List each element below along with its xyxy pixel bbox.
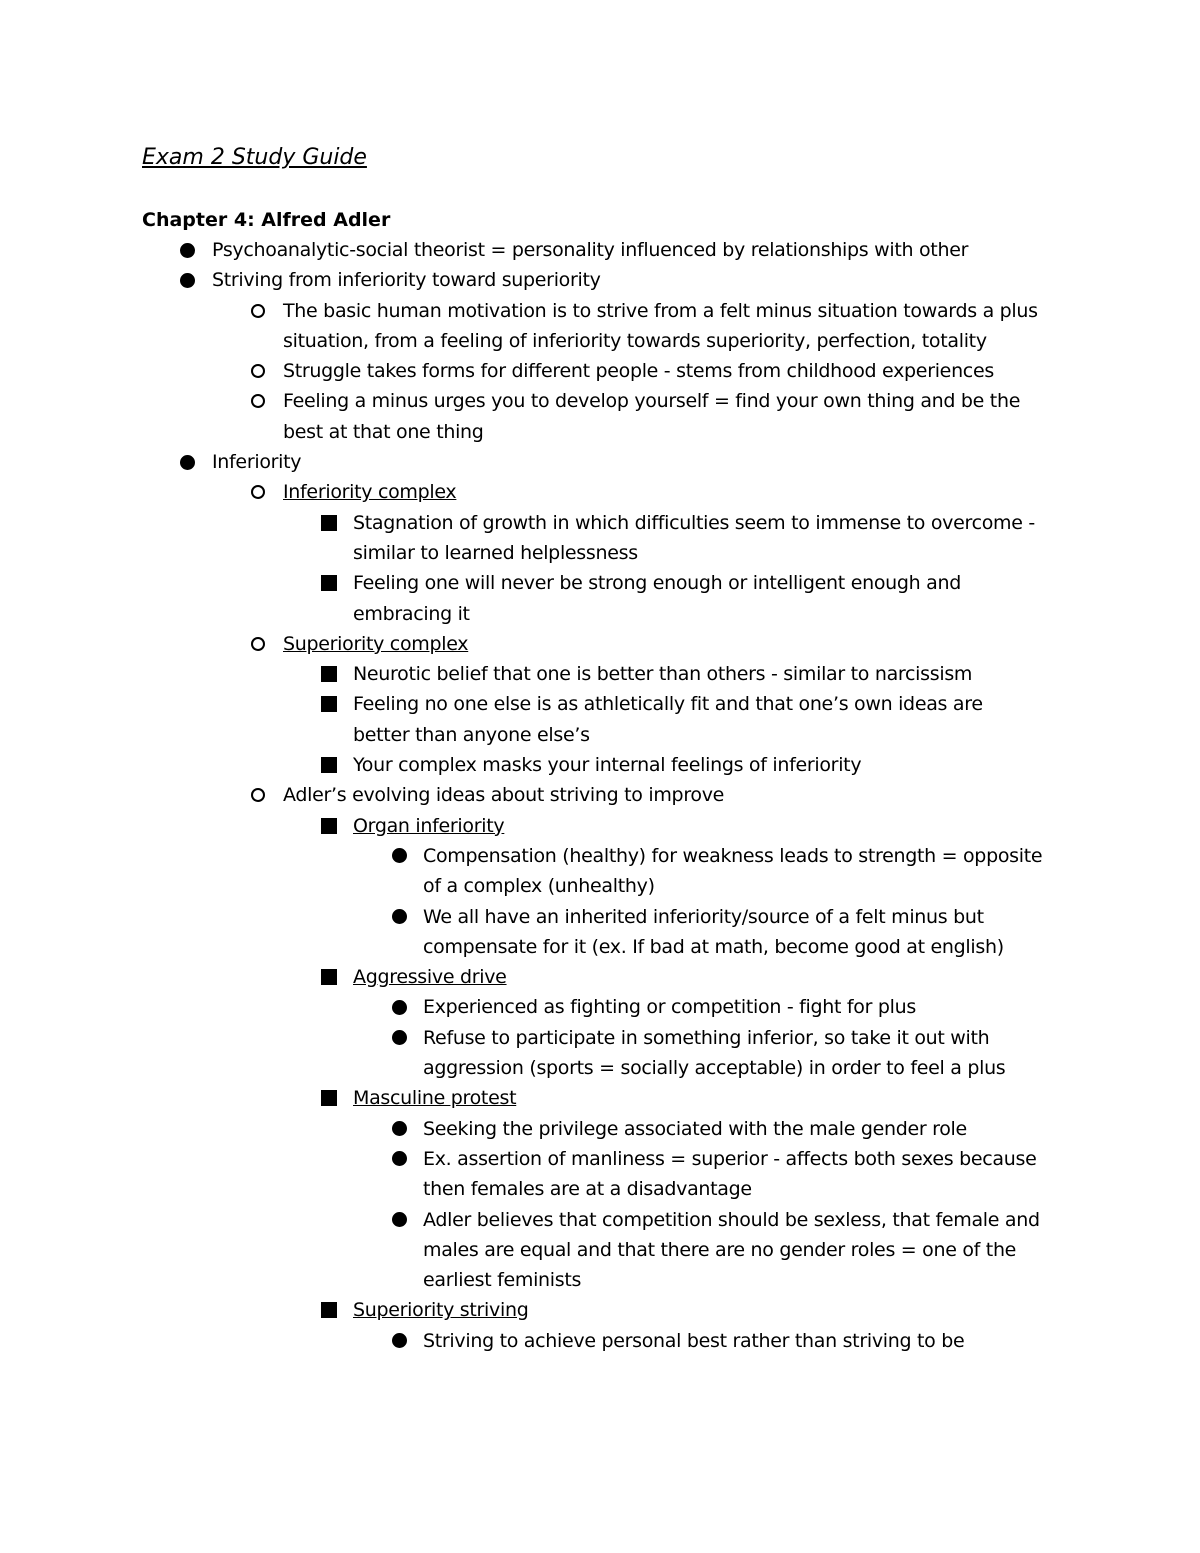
- outline-item: [0, 1205, 1063, 1296]
- chapter-heading: [142, 205, 390, 235]
- square-bullet-icon: [318, 811, 340, 841]
- hollow-bullet-icon: [247, 296, 269, 326]
- filled-bullet-icon: [388, 992, 410, 1022]
- filled-bullet-icon: [176, 265, 198, 295]
- hollow-bullet-icon: [247, 477, 269, 507]
- chapter-name: Alfred Adler: [254, 209, 391, 231]
- filled-bullet-icon: [388, 1114, 410, 1144]
- square-bullet-icon: [318, 1295, 340, 1325]
- outline-item: [0, 296, 1063, 357]
- outline-item: [0, 447, 1052, 477]
- filled-bullet-icon: [388, 1326, 410, 1356]
- outline-item: [0, 629, 1063, 659]
- outline-item-text: Refuse to participate in something inferior, so take it out with aggression (sports = socially acceptable) in order to feel a plus: [423, 1026, 1006, 1080]
- outline-list: [0, 235, 1200, 1356]
- outline-item: [0, 992, 1063, 1022]
- outline-item: [0, 902, 1063, 963]
- outline-item-text: Striving from inferiority toward superiority: [212, 269, 601, 292]
- outline-item: [0, 659, 1043, 689]
- outline-item-text: Inferiority: [212, 451, 302, 474]
- square-bullet-icon: [318, 508, 340, 538]
- outline-item: [0, 477, 1063, 507]
- outline-item: [0, 750, 1043, 780]
- square-bullet-icon: [318, 659, 340, 689]
- outline-item: [0, 265, 1052, 295]
- outline-item: [0, 1326, 1063, 1356]
- square-bullet-icon: [318, 962, 340, 992]
- outline-item-text: Feeling one will never be strong enough or intelligent enough and embracing it: [353, 572, 961, 625]
- filled-bullet-icon: [388, 1023, 410, 1053]
- outline-item: [0, 1023, 1063, 1084]
- outline-item: [0, 508, 1043, 569]
- outline-item-text: Neurotic belief that one is better than others - similar to narcissism: [353, 663, 973, 686]
- outline-item: [0, 568, 1043, 629]
- square-bullet-icon: [318, 750, 340, 780]
- filled-bullet-icon: [388, 1144, 410, 1174]
- outline-item-text: Masculine protest: [353, 1087, 517, 1110]
- outline-item-text: Striving to achieve personal best rather than striving to be: [423, 1329, 965, 1352]
- outline-item-text: Struggle takes forms for different people - stems from childhood experiences: [283, 360, 994, 383]
- square-bullet-icon: [318, 568, 340, 598]
- outline-item-text: Seeking the privilege associated with the male gender role: [423, 1117, 967, 1140]
- filled-bullet-icon: [388, 902, 410, 932]
- outline-item: [0, 1083, 1043, 1113]
- outline-item-text: Organ inferiority: [353, 814, 505, 837]
- outline-item: [0, 1144, 1063, 1205]
- outline-item-text: Psychoanalytic-social theorist = personality influenced by relationships with other: [212, 239, 969, 261]
- outline-item: [0, 1295, 1043, 1325]
- outline-item-text: Aggressive drive: [353, 966, 507, 989]
- hollow-bullet-icon: [247, 629, 269, 659]
- outline-item: [0, 386, 1063, 447]
- square-bullet-icon: [318, 689, 340, 719]
- outline-item: [0, 811, 1043, 841]
- outline-item: [0, 780, 1063, 810]
- outline-item: [0, 841, 1063, 902]
- hollow-bullet-icon: [247, 386, 269, 416]
- hollow-bullet-icon: [247, 356, 269, 386]
- outline-item-text: We all have an inherited inferiority/source of a felt minus but compensate for it (ex. If bad at math, become good at english): [423, 905, 1004, 958]
- outline-item-text: Superiority striving: [353, 1299, 529, 1322]
- outline-item-text: Feeling no one else is as athletically fit and that one’s own ideas are better than anyone else’s: [353, 693, 983, 746]
- outline-item-text: Experienced as fighting or competition - fight for plus: [423, 996, 916, 1019]
- document-title: Exam 2 Study Guide: [142, 145, 367, 170]
- outline-item-text: The basic human motivation is to strive from a felt minus situation towards a plus situation, from a feeling of inferiority towards superiority, perfection, totality: [283, 299, 1038, 352]
- outline-item: [0, 235, 1052, 265]
- outline-item-text: Stagnation of growth in which difficulties seem to immense to overcome - similar to learned helplessness: [353, 511, 1035, 564]
- filled-bullet-icon: [176, 235, 198, 265]
- outline-item-text: Inferiority complex: [283, 481, 457, 504]
- outline-item-text: Your complex masks your internal feelings of inferiority: [353, 754, 862, 777]
- square-bullet-icon: [318, 1083, 340, 1113]
- outline-item: [0, 356, 1063, 386]
- outline-item: [0, 962, 1043, 992]
- outline-item-text: Feeling a minus urges you to develop yourself = find your own thing and be the best at that one thing: [283, 390, 1021, 443]
- hollow-bullet-icon: [247, 780, 269, 810]
- outline-item-text: Adler’s evolving ideas about striving to improve: [283, 784, 725, 807]
- filled-bullet-icon: [176, 447, 198, 477]
- outline-item-text: Ex. assertion of manliness = superior - affects both sexes because then females are at a disadvantage: [423, 1147, 1037, 1201]
- chapter-label: Chapter 4:: [142, 209, 255, 231]
- filled-bullet-icon: [388, 1205, 410, 1235]
- outline-item-text: Adler believes that competition should be sexless, that female and males are equal and that there are no gender roles = one of the earliest feminists: [423, 1208, 1040, 1292]
- outline-item-text: Compensation (healthy) for weakness leads to strength = opposite of a complex (unhealthy): [423, 844, 1043, 898]
- outline-item-text: Superiority complex: [283, 632, 469, 655]
- filled-bullet-icon: [388, 841, 410, 871]
- outline-item: [0, 689, 1043, 750]
- outline-item: [0, 1114, 1063, 1144]
